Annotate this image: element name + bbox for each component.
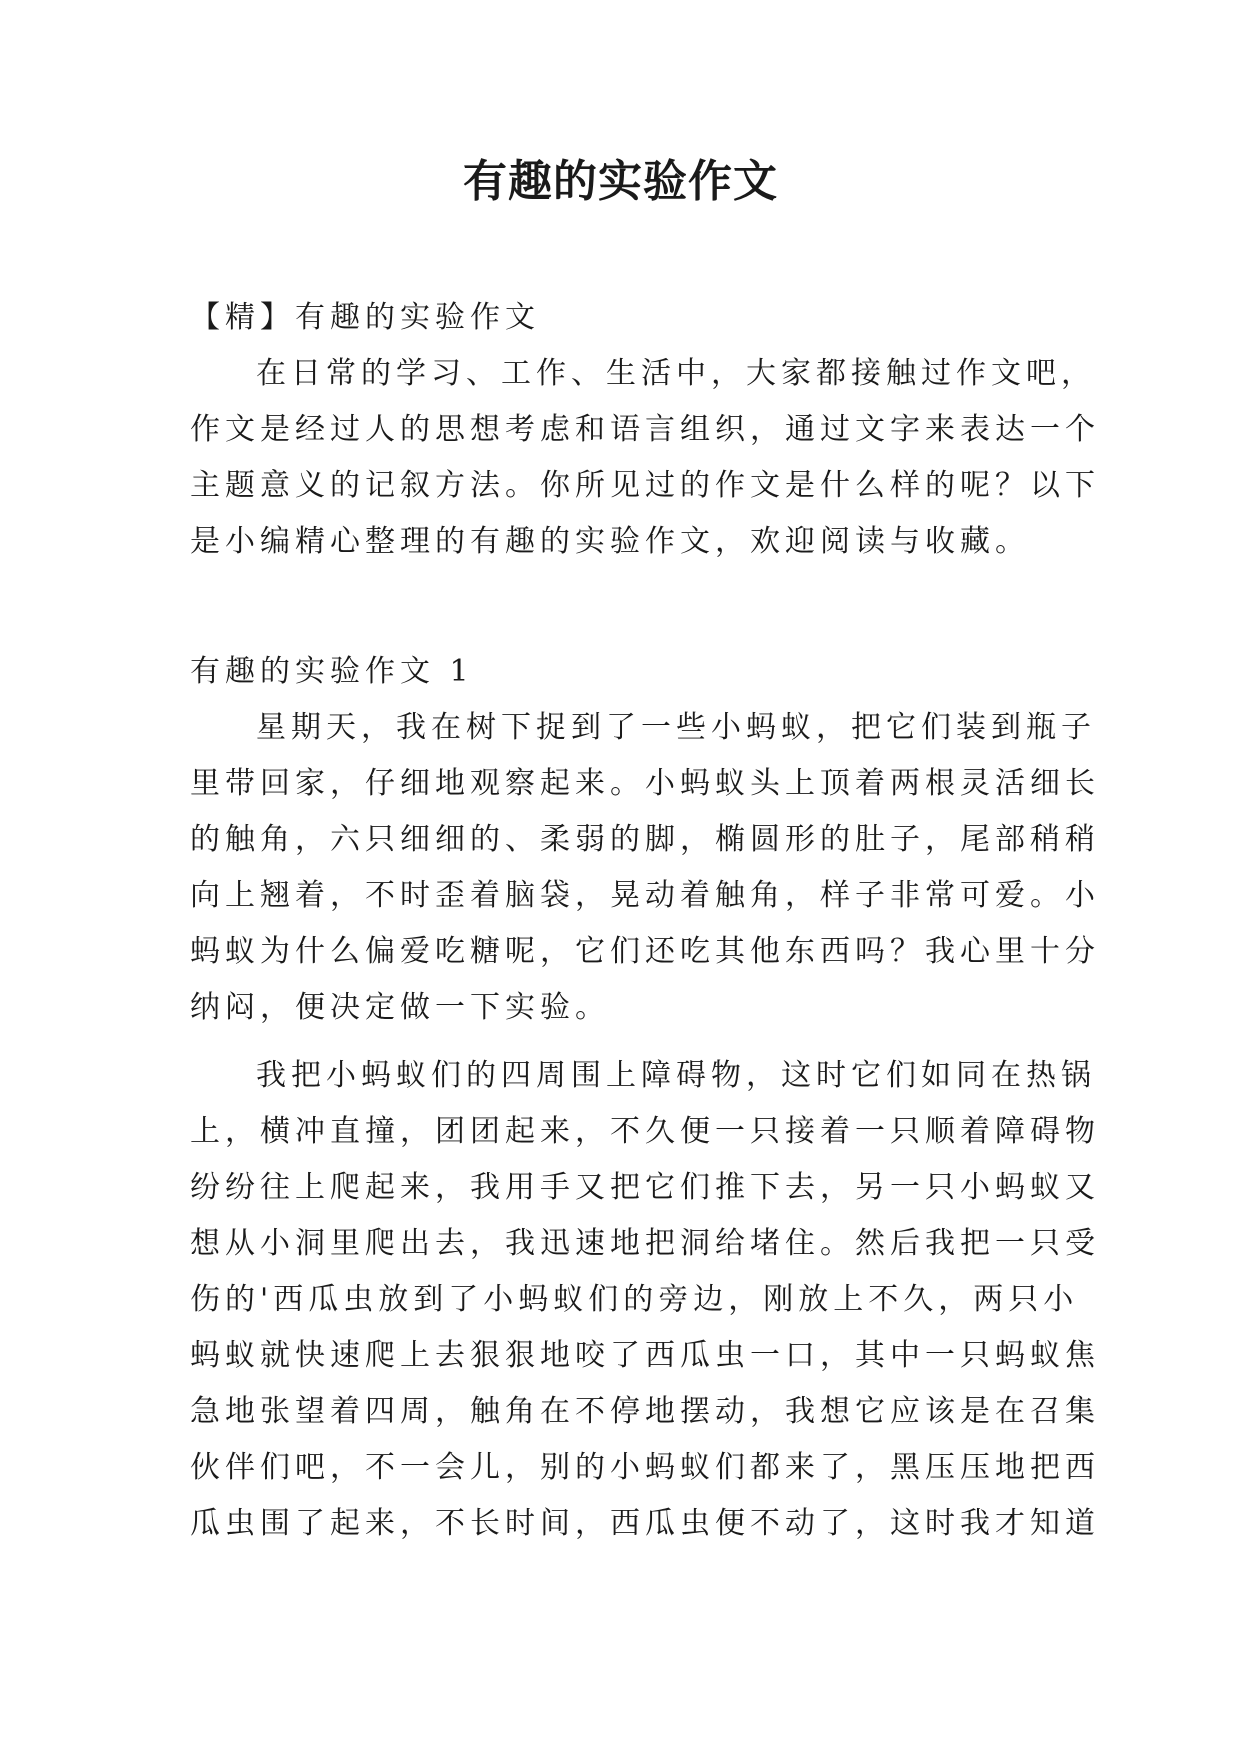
document-subtitle: 【精】有趣的实验作文 [190,300,540,335]
text-line: 伙伴们吧，不一会儿，别的小蚂蚁们都来了，黑压压地把西 [190,1450,1100,1485]
document-body [190,290,1100,1552]
paragraph-spacer [190,1036,1060,1048]
text-line: 蚂蚁为什么偏爱吃糖呢，它们还吃其他东西吗？我心里十分 [190,934,1100,969]
text-line: 纷纷往上爬起来，我用手又把它们推下去，另一只小蚂蚁又 [190,1170,1100,1205]
text-line: 作文是经过人的思想考虑和语言组织，通过文字来表达一个 [190,412,1100,447]
text-line: 在日常的学习、工作、生活中，大家都接触过作文吧， [256,356,1096,391]
document-title: 有趣的实验作文 [463,156,778,207]
text-line: 我把小蚂蚁们的四周围上障碍物，这时它们如同在热锅 [256,1058,1096,1093]
text-line: 是小编精心整理的有趣的实验作文，欢迎阅读与收藏。 [190,524,1030,559]
section-spacer [190,570,1060,644]
text-line: 的触角，六只细细的、柔弱的脚，椭圆形的肚子，尾部稍稍 [190,822,1100,857]
text-line: 向上翘着，不时歪着脑袋，晃动着触角，样子非常可爱。小 [190,878,1100,913]
text-line: 想从小洞里爬出去，我迅速地把洞给堵住。然后我把一只受 [190,1226,1100,1261]
text-line: 蚂蚁就快速爬上去狠狠地咬了西瓜虫一口，其中一只蚂蚁焦 [190,1338,1100,1373]
text-line: 急地张望着四周，触角在不停地摆动，我想它应该是在召集 [190,1394,1100,1429]
text-line: 纳闷，便决定做一下实验。 [190,990,610,1025]
text-line: 伤的'西瓜虫放到了小蚂蚁们的旁边，刚放上不久，两只小 [190,1282,1079,1317]
text-line: 主题意义的记叙方法。你所见过的作文是什么样的呢？以下 [190,468,1100,503]
intro-paragraph [190,346,1100,570]
text-line: 上，横冲直撞，团团起来，不久便一只接着一只顺着障碍物 [190,1114,1100,1149]
body-paragraph-1 [190,700,1100,1036]
text-line: 星期天，我在树下捉到了一些小蚂蚁，把它们装到瓶子 [256,710,1096,745]
body-paragraph-2 [190,1048,1100,1552]
section-heading: 有趣的实验作文 1 [190,654,474,689]
text-line: 瓜虫围了起来，不长时间，西瓜虫便不动了，这时我才知道 [190,1506,1100,1541]
text-line: 里带回家，仔细地观察起来。小蚂蚁头上顶着两根灵活细长 [190,766,1100,801]
